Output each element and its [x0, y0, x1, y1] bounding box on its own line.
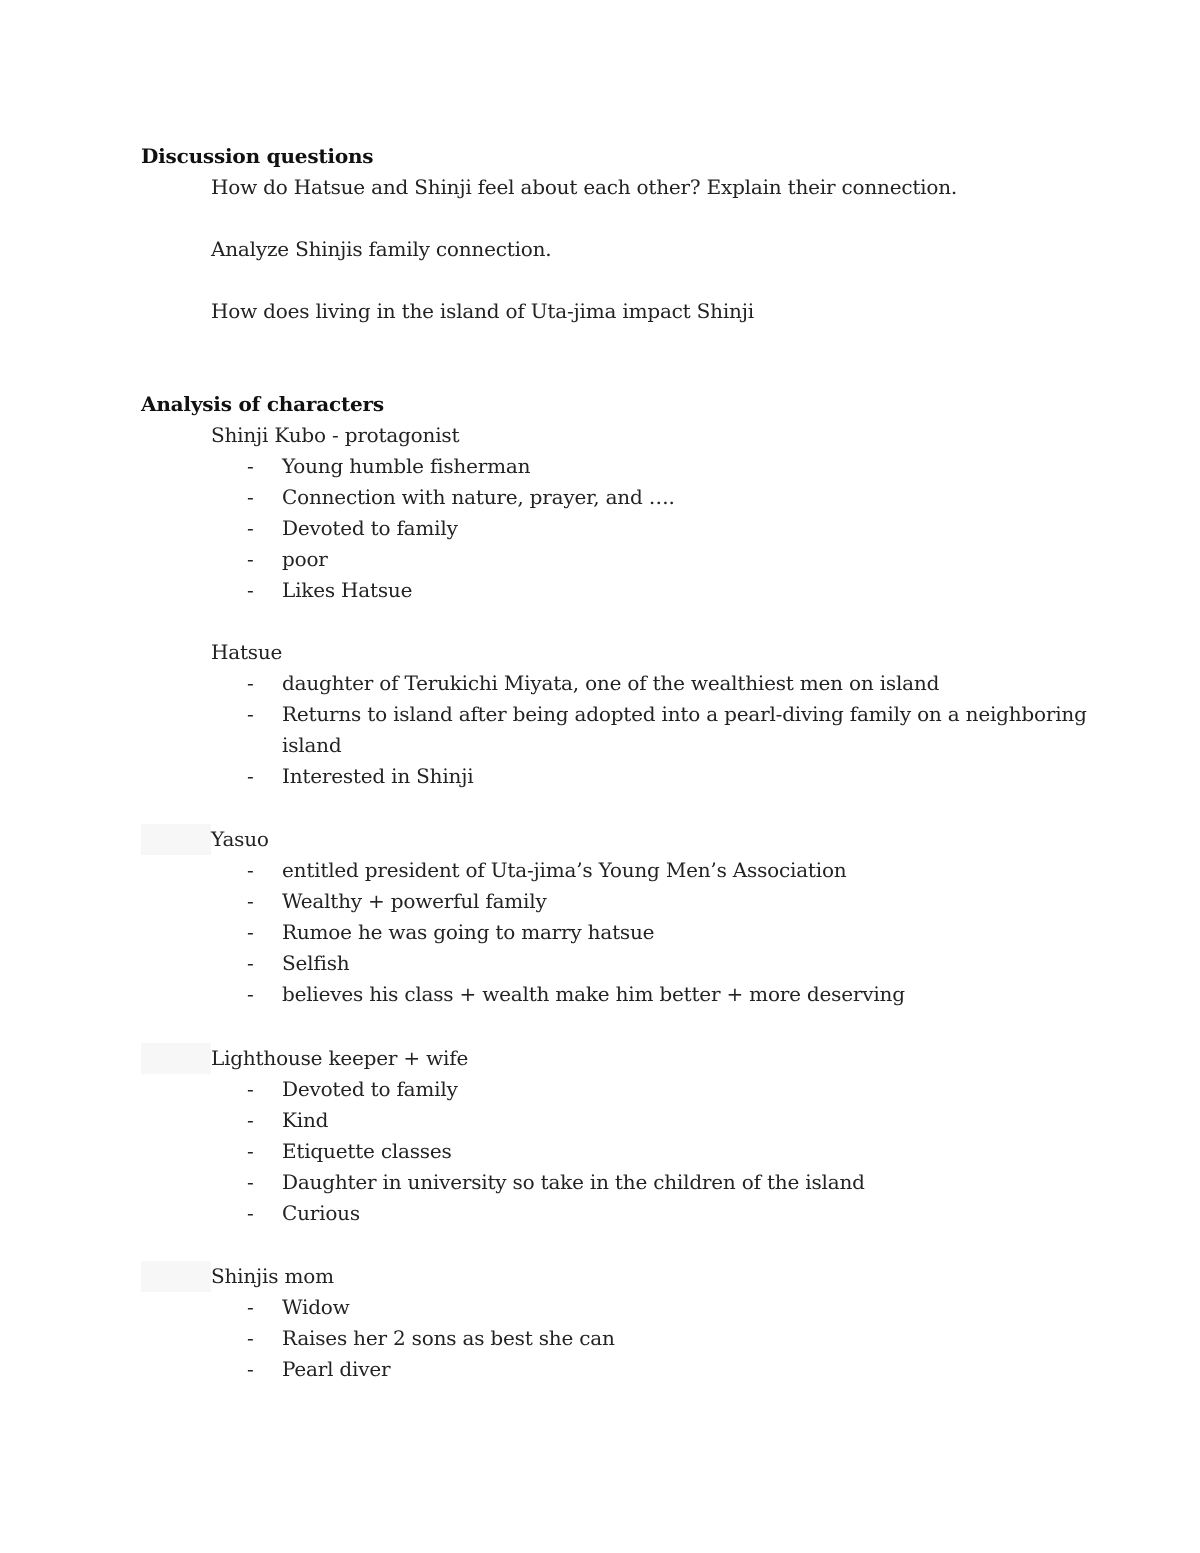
- bullet-dash: -: [247, 1201, 254, 1225]
- trait-item: Pearl diver: [282, 1357, 391, 1381]
- trait-item: daughter of Terukichi Miyata, one of the wealthiest men on island: [282, 671, 940, 695]
- trait-item: Devoted to family: [282, 1077, 458, 1101]
- character-name-yasuo: Yasuo: [211, 827, 269, 851]
- bullet-dash: -: [247, 1326, 254, 1350]
- trait-item: Likes Hatsue: [282, 578, 413, 602]
- bullet-dash: -: [247, 858, 254, 882]
- trait-item: Raises her 2 sons as best she can: [282, 1326, 615, 1350]
- trait-item: Daughter in university so take in the children of the island: [282, 1170, 865, 1194]
- bullet-dash: -: [247, 516, 254, 540]
- bullet-dash: -: [247, 1139, 254, 1163]
- character-name-shinji: Shinji Kubo - protagonist: [211, 423, 460, 447]
- trait-item: believes his class + wealth make him better + more deserving: [282, 982, 905, 1006]
- trait-item-continuation: island: [282, 733, 342, 757]
- trait-item: Young humble fisherman: [282, 454, 531, 478]
- character-name-lighthouse-keeper: Lighthouse keeper + wife: [211, 1046, 469, 1070]
- bullet-dash: -: [247, 982, 254, 1006]
- bullet-dash: -: [247, 1357, 254, 1381]
- trait-item: Etiquette classes: [282, 1139, 452, 1163]
- trait-item: entitled president of Uta-jima’s Young Men’s Association: [282, 858, 847, 882]
- bullet-dash: -: [247, 920, 254, 944]
- line-highlight: [141, 824, 211, 855]
- trait-item: Interested in Shinji: [282, 764, 474, 788]
- bullet-dash: -: [247, 1170, 254, 1194]
- bullet-dash: -: [247, 764, 254, 788]
- trait-item: poor: [282, 547, 328, 571]
- bullet-dash: -: [247, 578, 254, 602]
- bullet-dash: -: [247, 1077, 254, 1101]
- trait-item: Selfish: [282, 951, 350, 975]
- analysis-heading: Analysis of characters: [141, 392, 384, 416]
- bullet-dash: -: [247, 951, 254, 975]
- bullet-dash: -: [247, 454, 254, 478]
- trait-item: Kind: [282, 1108, 329, 1132]
- trait-item: Devoted to family: [282, 516, 458, 540]
- character-name-hatsue: Hatsue: [211, 640, 283, 664]
- bullet-dash: -: [247, 1108, 254, 1132]
- bullet-dash: -: [247, 889, 254, 913]
- trait-item: Curious: [282, 1201, 360, 1225]
- bullet-dash: -: [247, 1295, 254, 1319]
- bullet-dash: -: [247, 702, 254, 726]
- trait-item: Widow: [282, 1295, 350, 1319]
- character-name-shinjis-mom: Shinjis mom: [211, 1264, 334, 1288]
- trait-item: Rumoe he was going to marry hatsue: [282, 920, 655, 944]
- line-highlight: [141, 1261, 211, 1292]
- line-highlight: [141, 1043, 211, 1074]
- question-2: Analyze Shinjis family connection.: [211, 237, 552, 261]
- bullet-dash: -: [247, 547, 254, 571]
- discussion-heading: Discussion questions: [141, 144, 374, 168]
- trait-item: Connection with nature, prayer, and ….: [282, 485, 675, 509]
- bullet-dash: -: [247, 485, 254, 509]
- question-3: How does living in the island of Uta-jima impact Shinji: [211, 299, 754, 323]
- bullet-dash: -: [247, 671, 254, 695]
- question-1: How do Hatsue and Shinji feel about each other? Explain their connection.: [211, 175, 958, 199]
- trait-item: Returns to island after being adopted into a pearl-diving family on a neighboring: [282, 702, 1087, 726]
- trait-item: Wealthy + powerful family: [282, 889, 547, 913]
